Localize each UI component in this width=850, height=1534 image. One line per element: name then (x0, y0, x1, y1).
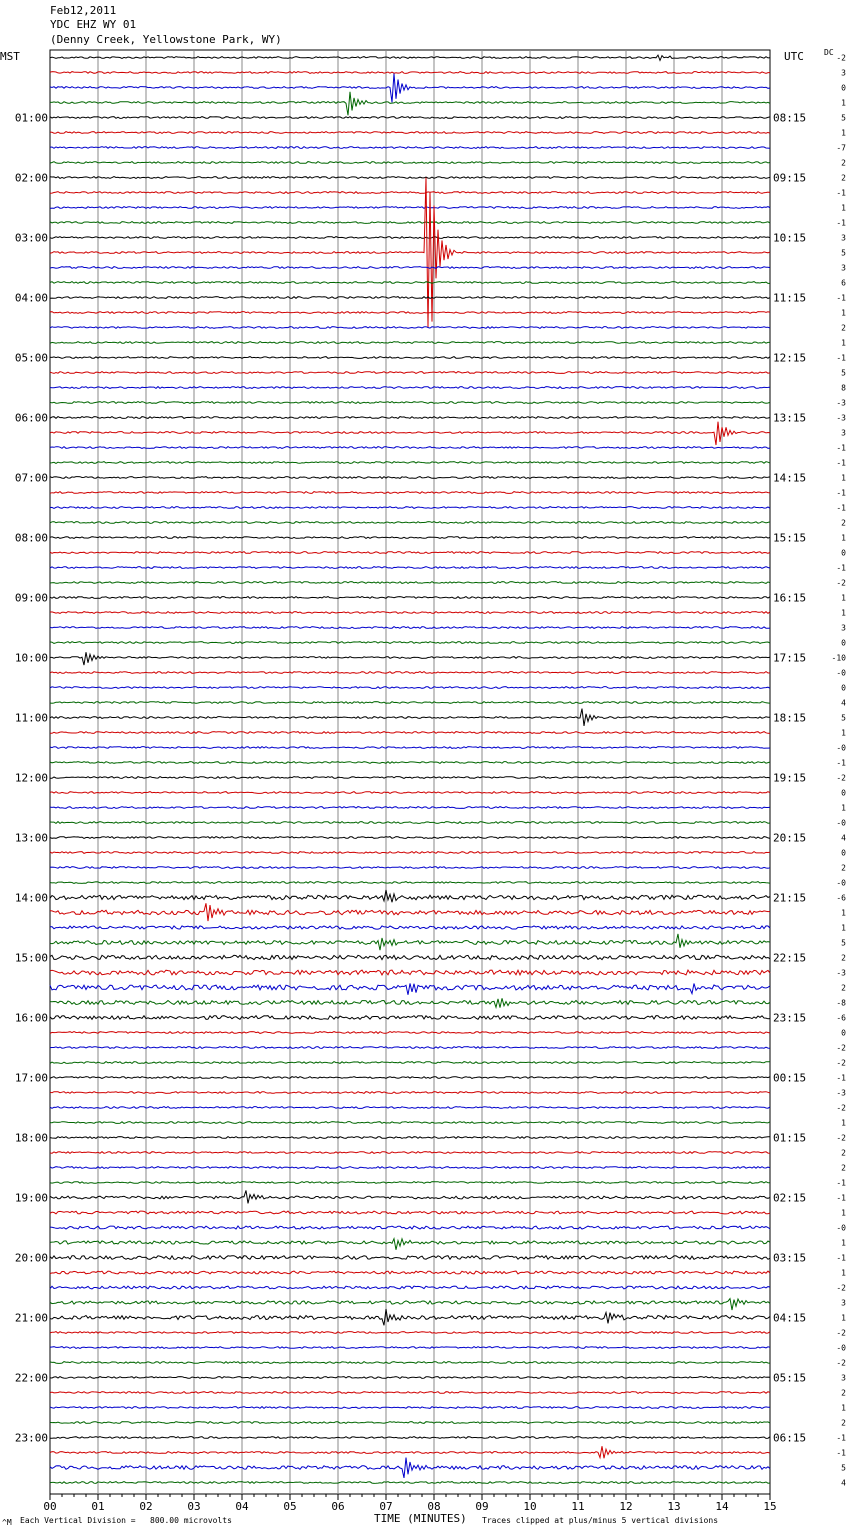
dc-offset-label: 6 (841, 278, 846, 288)
utc-hour-label: 18:15 (773, 711, 807, 725)
trace-row (50, 72, 770, 74)
trace-row (50, 1437, 770, 1439)
x-tick-label: 14 (715, 1500, 729, 1513)
x-tick-label: 01 (91, 1500, 105, 1513)
dc-offset-label: 2 (841, 1163, 846, 1173)
dc-offset-label: 2 (841, 983, 846, 993)
x-tick-label: 12 (619, 1500, 633, 1513)
mst-hour-label: 03:00 (14, 231, 48, 245)
dc-offset-label: 1 (841, 338, 846, 348)
trace-row (50, 983, 770, 994)
trace-row (50, 1362, 770, 1364)
dc-offset-label: 1 (841, 98, 846, 108)
dc-offset-label: 2 (841, 1418, 846, 1428)
trace-row (50, 642, 770, 644)
trace-row (50, 672, 770, 674)
x-tick-label: 13 (667, 1500, 681, 1513)
utc-hour-label: 11:15 (773, 291, 807, 305)
trace-row (50, 567, 770, 569)
mst-hour-label: 04:00 (14, 291, 48, 305)
mst-hour-label: 21:00 (14, 1311, 48, 1325)
x-tick-label: 10 (523, 1500, 537, 1513)
trace-row (50, 1032, 770, 1034)
trace-row (50, 222, 770, 224)
x-tick-label: 02 (139, 1500, 153, 1513)
dc-offset-label: -0 (836, 878, 846, 888)
trace-row (50, 612, 770, 614)
trace-row (50, 117, 770, 119)
trace-row (50, 1047, 770, 1049)
trace-row (50, 652, 770, 665)
dc-offset-label: 1 (841, 908, 846, 918)
dc-offset-label: 3 (841, 233, 846, 243)
trace-row (50, 792, 770, 794)
dc-offset-label: -10 (831, 653, 846, 663)
trace-row (50, 357, 770, 359)
trace-row (50, 852, 770, 854)
mst-hour-label: 20:00 (14, 1251, 48, 1265)
dc-offset-label: -1 (836, 488, 846, 498)
dc-offset-label: 5 (841, 113, 846, 123)
trace-row (50, 387, 770, 389)
x-tick-label: 00 (43, 1500, 57, 1513)
utc-hour-label: 03:15 (773, 1251, 807, 1265)
dc-offset-label: 1 (841, 1313, 846, 1323)
trace-row (50, 970, 770, 975)
mst-hour-label: 14:00 (14, 891, 48, 905)
trace-row (50, 1271, 770, 1274)
dc-offset-label: 3 (841, 1373, 846, 1383)
trace-row (50, 1152, 770, 1154)
trace-row (50, 1482, 770, 1484)
mst-hour-label: 19:00 (14, 1191, 48, 1205)
trace-row (50, 297, 770, 299)
dc-offset-label: -1 (836, 1193, 846, 1203)
dc-offset-label: -8 (836, 998, 846, 1008)
trace-row (50, 807, 770, 809)
trace-row (50, 732, 770, 734)
mst-hour-label: 16:00 (14, 1011, 48, 1025)
dc-offset-label: 0 (841, 548, 846, 558)
trace-row (50, 507, 770, 509)
dc-offset-label: 3 (841, 68, 846, 78)
utc-hour-label: 14:15 (773, 471, 807, 485)
trace-row (50, 1286, 770, 1289)
utc-hour-label: 22:15 (773, 951, 807, 965)
dc-offset-label: -1 (836, 1448, 846, 1458)
dc-offset-label: 1 (841, 533, 846, 543)
dc-offset-label: 3 (841, 263, 846, 273)
dc-offset-label: -0 (836, 1223, 846, 1233)
dc-offset-label: -0 (836, 1343, 846, 1353)
left-timezone-label: MST (0, 50, 20, 63)
dc-offset-label: -2 (836, 578, 846, 588)
trace-row (50, 492, 770, 494)
mst-hour-label: 10:00 (14, 651, 48, 665)
dc-offset-label: 1 (841, 473, 846, 483)
mst-hour-label: 22:00 (14, 1371, 48, 1385)
trace-row (50, 934, 770, 950)
dc-offset-label: 1 (841, 923, 846, 933)
trace-row (50, 522, 770, 524)
trace-row (50, 1407, 770, 1409)
trace-row (50, 1347, 770, 1349)
trace-row (50, 1062, 770, 1064)
utc-hour-label: 09:15 (773, 171, 807, 185)
utc-hour-label: 19:15 (773, 771, 807, 785)
dc-offset-label: -2 (836, 773, 846, 783)
trace-row (50, 74, 770, 103)
dc-offset-label: 0 (841, 83, 846, 93)
dc-offset-label: 2 (841, 953, 846, 963)
trace-row (50, 1332, 770, 1334)
dc-offset-label: -1 (836, 218, 846, 228)
trace-row (50, 237, 770, 239)
trace-row (50, 1190, 770, 1203)
mst-hour-label: 09:00 (14, 591, 48, 605)
trace-row (50, 178, 770, 328)
dc-offset-label: -1 (836, 188, 846, 198)
dc-offset-label: 0 (841, 683, 846, 693)
utc-hour-label: 17:15 (773, 651, 807, 665)
trace-row (50, 447, 770, 449)
x-tick-label: 04 (235, 1500, 249, 1513)
dc-header: DC (824, 48, 834, 57)
dc-offset-label: -1 (836, 1433, 846, 1443)
dc-offset-label: -2 (836, 1043, 846, 1053)
mst-hour-label: 02:00 (14, 171, 48, 185)
utc-hour-label: 06:15 (773, 1431, 807, 1445)
dc-offset-label: -2 (836, 1328, 846, 1338)
dc-offset-label: 2 (841, 173, 846, 183)
utc-hour-label: 23:15 (773, 1011, 807, 1025)
dc-offset-label: 0 (841, 848, 846, 858)
dc-offset-label: -6 (836, 893, 846, 903)
dc-offset-label: -1 (836, 1073, 846, 1083)
mst-hour-label: 07:00 (14, 471, 48, 485)
dc-offset-label: 3 (841, 1298, 846, 1308)
trace-row (50, 327, 770, 329)
trace-row (50, 837, 770, 839)
trace-row (50, 867, 770, 869)
trace-row (50, 92, 770, 116)
mst-hour-label: 12:00 (14, 771, 48, 785)
trace-row (50, 597, 770, 599)
dc-offset-label: -1 (836, 293, 846, 303)
trace-row (50, 890, 770, 902)
trace-row (50, 207, 770, 209)
right-timezone-label: UTC (784, 50, 804, 63)
footer-scale-note: Each Vertical Division = 800.00 microvolts (20, 1516, 232, 1525)
dc-offset-label: 0 (841, 1028, 846, 1038)
mst-hour-label: 18:00 (14, 1131, 48, 1145)
dc-offset-label: -0 (836, 743, 846, 753)
trace-row (50, 1392, 770, 1394)
trace-row (50, 1226, 770, 1229)
mst-hour-label: 01:00 (14, 111, 48, 125)
dc-offset-label: 3 (841, 623, 846, 633)
trace-row (50, 1239, 770, 1250)
dc-offset-label: -3 (836, 398, 846, 408)
utc-hour-label: 16:15 (773, 591, 807, 605)
dc-offset-label: -3 (836, 1088, 846, 1098)
trace-row (50, 687, 770, 689)
dc-offset-label: 1 (841, 1268, 846, 1278)
mst-hour-label: 11:00 (14, 711, 48, 725)
trace-row (50, 162, 770, 164)
dc-offset-label: 1 (841, 308, 846, 318)
dc-offset-label: 4 (841, 698, 846, 708)
x-axis-title: TIME (MINUTES) (374, 1512, 467, 1525)
dc-offset-label: -1 (836, 503, 846, 513)
dc-offset-label: -3 (836, 968, 846, 978)
corner-mark: ^M (2, 1518, 12, 1527)
dc-offset-label: -1 (836, 458, 846, 468)
dc-offset-label: -6 (836, 1013, 846, 1023)
dc-offset-label: 5 (841, 248, 846, 258)
x-tick-label: 11 (571, 1500, 585, 1513)
dc-offset-label: -2 (836, 1283, 846, 1293)
dc-offset-label: 2 (841, 323, 846, 333)
utc-hour-label: 10:15 (773, 231, 807, 245)
dc-offset-label: -0 (836, 668, 846, 678)
mst-hour-label: 13:00 (14, 831, 48, 845)
trace-row (50, 822, 770, 824)
footer-clip-note: Traces clipped at plus/minus 5 vertical divisions (482, 1516, 719, 1525)
dc-offset-label: 1 (841, 1238, 846, 1248)
dc-offset-label: 5 (841, 1463, 846, 1473)
utc-hour-label: 05:15 (773, 1371, 807, 1385)
dc-offset-label: -0 (836, 818, 846, 828)
dc-offset-label: -1 (836, 443, 846, 453)
trace-row (50, 312, 770, 314)
trace-row (50, 342, 770, 344)
utc-hour-label: 01:15 (773, 1131, 807, 1145)
dc-offset-label: 1 (841, 203, 846, 213)
trace-row (50, 1377, 770, 1379)
x-tick-label: 08 (427, 1500, 441, 1513)
mst-hour-label: 05:00 (14, 351, 48, 365)
mst-hour-label: 15:00 (14, 951, 48, 965)
trace-row (50, 777, 770, 779)
utc-hour-label: 13:15 (773, 411, 807, 425)
dc-offset-label: -2 (836, 1058, 846, 1068)
utc-hour-label: 00:15 (773, 1071, 807, 1085)
trace-row (50, 1092, 770, 1094)
utc-hour-label: 04:15 (773, 1311, 807, 1325)
trace-row (50, 903, 770, 921)
utc-hour-label: 08:15 (773, 111, 807, 125)
trace-row (50, 1137, 770, 1139)
header-location: (Denny Creek, Yellowstone Park, WY) (50, 33, 282, 46)
dc-offset-label: 0 (841, 788, 846, 798)
trace-row (50, 882, 770, 884)
trace-row (50, 762, 770, 764)
dc-offset-label: -2 (836, 53, 846, 63)
dc-offset-label: -2 (836, 1103, 846, 1113)
utc-hour-label: 15:15 (773, 531, 807, 545)
dc-offset-label: -1 (836, 758, 846, 768)
trace-row (50, 1077, 770, 1079)
dc-offset-label: -2 (836, 1358, 846, 1368)
dc-offset-label: -3 (836, 413, 846, 423)
dc-offset-label: -1 (836, 563, 846, 573)
dc-offset-label: 1 (841, 608, 846, 618)
trace-row (50, 1299, 770, 1310)
trace-row (50, 55, 770, 60)
x-tick-label: 06 (331, 1500, 345, 1513)
trace-row (50, 1309, 770, 1325)
header-date: Feb12,2011 (50, 4, 117, 17)
trace-row (50, 372, 770, 374)
dc-offset-label: 1 (841, 1208, 846, 1218)
utc-hour-label: 20:15 (773, 831, 807, 845)
trace-row (50, 1167, 770, 1169)
trace-row (50, 582, 770, 584)
dc-offset-label: -1 (836, 1253, 846, 1263)
mst-hour-label: 23:00 (14, 1431, 48, 1445)
trace-row (50, 132, 770, 134)
dc-offset-label: 2 (841, 158, 846, 168)
dc-offset-label: 2 (841, 1388, 846, 1398)
dc-offset-label: 4 (841, 833, 846, 843)
trace-row (50, 477, 770, 479)
trace-row (50, 926, 770, 929)
trace-row (50, 1182, 770, 1184)
trace-row (50, 177, 770, 179)
trace-row (50, 462, 770, 464)
dc-offset-label: 1 (841, 1403, 846, 1413)
trace-row (50, 147, 770, 149)
utc-hour-label: 21:15 (773, 891, 807, 905)
trace-row (50, 1446, 770, 1458)
trace-row (50, 709, 770, 726)
trace-row (50, 1107, 770, 1109)
trace-row (50, 282, 770, 284)
dc-offset-label: -2 (836, 1133, 846, 1143)
trace-row (50, 1122, 770, 1124)
dc-offset-label: 8 (841, 383, 846, 393)
dc-offset-label: 5 (841, 713, 846, 723)
dc-offset-label: 5 (841, 938, 846, 948)
trace-row (50, 402, 770, 404)
trace-row (50, 267, 770, 269)
trace-row (50, 1458, 770, 1478)
trace-row (50, 417, 770, 419)
trace-row (50, 747, 770, 749)
dc-offset-label: 1 (841, 128, 846, 138)
dc-offset-label: -1 (836, 1178, 846, 1188)
dc-offset-label: 2 (841, 863, 846, 873)
dc-offset-label: 1 (841, 728, 846, 738)
dc-offset-label: 2 (841, 518, 846, 528)
dc-offset-label: 4 (841, 1478, 846, 1488)
dc-offset-label: 5 (841, 368, 846, 378)
trace-row (50, 537, 770, 539)
trace-row (50, 1422, 770, 1424)
mst-hour-label: 08:00 (14, 531, 48, 545)
mst-hour-label: 06:00 (14, 411, 48, 425)
trace-row (50, 552, 770, 554)
x-tick-label: 05 (283, 1500, 297, 1513)
trace-row (50, 422, 770, 445)
dc-offset-label: 1 (841, 593, 846, 603)
plot-frame (50, 50, 770, 1494)
x-tick-label: 09 (475, 1500, 489, 1513)
trace-row (50, 998, 770, 1007)
trace-row (50, 1256, 770, 1260)
trace-row (50, 1016, 770, 1020)
x-tick-label: 07 (379, 1500, 393, 1513)
dc-offset-label: 1 (841, 803, 846, 813)
dc-offset-label: 0 (841, 638, 846, 648)
trace-row (50, 627, 770, 629)
dc-offset-label: 3 (841, 428, 846, 438)
x-tick-label: 15 (763, 1500, 777, 1513)
trace-row (50, 192, 770, 194)
dc-offset-label: -1 (836, 353, 846, 363)
utc-hour-label: 12:15 (773, 351, 807, 365)
trace-row (50, 1211, 770, 1214)
dc-offset-label: -7 (836, 143, 846, 153)
trace-row (50, 955, 770, 959)
x-tick-label: 03 (187, 1500, 201, 1513)
utc-hour-label: 02:15 (773, 1191, 807, 1205)
dc-offset-label: 2 (841, 1148, 846, 1158)
dc-offset-label: 1 (841, 1118, 846, 1128)
trace-row (50, 702, 770, 704)
mst-hour-label: 17:00 (14, 1071, 48, 1085)
header-station: YDC EHZ WY 01 (50, 18, 137, 31)
